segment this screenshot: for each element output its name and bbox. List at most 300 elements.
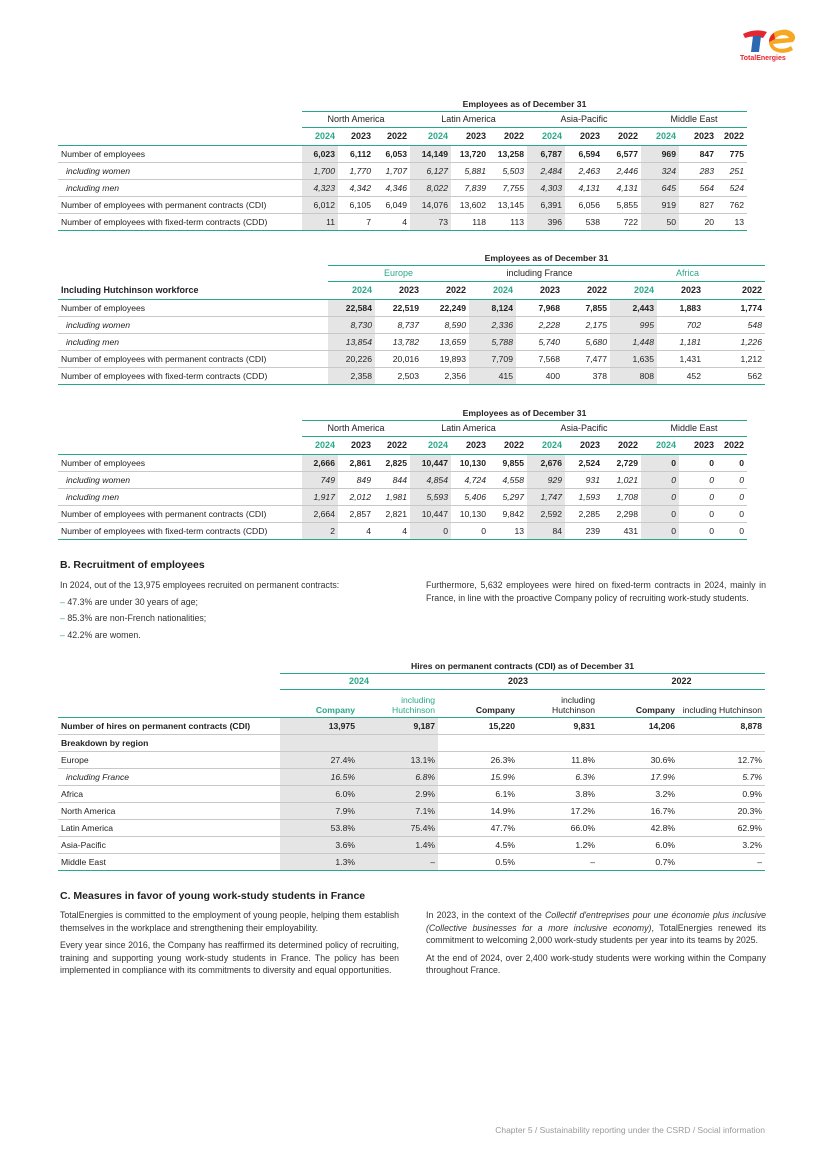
page-footer: Chapter 5 / Sustainability reporting under the CSRD / Social information — [495, 1125, 765, 1135]
table-row — [58, 768, 765, 785]
year-header: 2023 — [465, 440, 486, 450]
year-header: 2024 — [427, 131, 448, 141]
table-cell: 2,524 — [565, 454, 603, 471]
section-c-right — [426, 909, 766, 982]
table-row — [58, 751, 765, 768]
table-cell: 2,484 — [527, 162, 565, 179]
table-cell: 0 — [717, 488, 747, 505]
paragraph: At the end of 2024, over 2,400 work-study students were working within the Company throughout France. — [426, 952, 766, 976]
table-cell: 6,105 — [338, 196, 374, 213]
table-cell: 400 — [516, 367, 563, 384]
table-cell: 22,249 — [422, 299, 469, 316]
table-cell: 13,602 — [451, 196, 489, 213]
table-cell: – — [358, 853, 438, 870]
table-cell: 13,659 — [422, 333, 469, 350]
table-title: Employees as of December 31 — [302, 97, 747, 111]
section-b-intro: In 2024, out of the 13,975 employees recruited on permanent contracts: — [60, 580, 340, 590]
table-cell: 2,664 — [302, 505, 338, 522]
table-cell: 6.0% — [280, 785, 358, 802]
table-cell: 929 — [527, 471, 565, 488]
table-cell: 20 — [679, 213, 717, 230]
table-cell: 84 — [527, 522, 565, 539]
table-cell — [438, 734, 518, 751]
table-cell: 13,782 — [375, 333, 422, 350]
table-cell: 1,917 — [302, 488, 338, 505]
year-header: 2023 — [539, 285, 560, 295]
company-header: Company — [315, 704, 355, 715]
table-cell: 13 — [717, 213, 747, 230]
table-cell: 0 — [410, 522, 451, 539]
table-cell: 9,831 — [518, 717, 598, 734]
section-c-left — [60, 909, 399, 982]
table-cell: 6,391 — [527, 196, 565, 213]
year-header: 2022 — [723, 440, 744, 450]
row-label: Middle East — [58, 853, 280, 870]
table-cell: – — [678, 853, 765, 870]
year-header: 2023 — [350, 440, 371, 450]
table-cell: 2.9% — [358, 785, 438, 802]
table-cell: 2,861 — [338, 454, 374, 471]
table-cell: 415 — [469, 367, 516, 384]
table-cell: 2 — [302, 522, 338, 539]
table-cell: 562 — [704, 367, 765, 384]
row-label: Europe — [58, 751, 280, 768]
table-row — [58, 717, 765, 734]
table-cell: 13,145 — [489, 196, 527, 213]
row-label: Number of employees with fixed-term contracts (CDD) — [58, 213, 302, 230]
table-cell: 919 — [641, 196, 679, 213]
paragraph: Every year since 2016, the Company has reaffirmed its determined policy of recruiting, training and supporting young work-study students in France. The policy has been implemented in compliance with its commitments to diversity and equal opportunities. — [60, 940, 399, 976]
row-label: Number of employees — [58, 454, 302, 471]
table-cell: 0 — [641, 505, 679, 522]
year-header: 2024 — [541, 131, 562, 141]
table-cell: 1,883 — [657, 299, 704, 316]
table-cell: 14,149 — [410, 145, 451, 162]
year-header: 2024 — [427, 440, 448, 450]
year-header: 2022 — [503, 440, 524, 450]
table-cell: 1,700 — [302, 162, 338, 179]
table-cell: 6,053 — [374, 145, 410, 162]
table-cell: 0 — [717, 505, 747, 522]
table-cell: 4 — [374, 522, 410, 539]
table-cell: 2,012 — [338, 488, 374, 505]
row-label: Number of employees — [58, 145, 302, 162]
table-title: Employees as of December 31 — [302, 406, 747, 420]
table-cell: 7 — [338, 213, 374, 230]
row-label: Number of employees with fixed-term contracts (CDD) — [58, 367, 328, 384]
table-cell: 19,893 — [422, 350, 469, 367]
table-cell: 1,021 — [603, 471, 641, 488]
table-cell: 431 — [603, 522, 641, 539]
table-cell: 378 — [563, 367, 610, 384]
table-cell: 722 — [603, 213, 641, 230]
table-cell: 16.7% — [598, 802, 678, 819]
row-label: North America — [58, 802, 280, 819]
hutchinson-header: including Hutchinson — [682, 704, 762, 715]
paragraph-text: , TotalEnergies renewed its commitment to welcoming 2,000 work-study students per year into its teams by 2025. — [426, 922, 766, 946]
table-cell: 1,448 — [610, 333, 657, 350]
table-row — [58, 213, 747, 230]
table-cell: 13,854 — [328, 333, 375, 350]
row-label: including men — [58, 333, 328, 350]
region-header: Latin America — [410, 111, 527, 127]
hutchinson-header: including Hutchinson — [552, 694, 595, 715]
table-cell: 324 — [641, 162, 679, 179]
year-header: 2024 — [541, 440, 562, 450]
table-cell: 4,303 — [527, 179, 565, 196]
table-cell — [280, 734, 358, 751]
table-cell: 10,130 — [451, 505, 489, 522]
row-label: Number of employees with permanent contracts (CDI) — [58, 350, 328, 367]
row-label: including women — [58, 471, 302, 488]
table-cell: 10,447 — [410, 505, 451, 522]
table-cell: 5,297 — [489, 488, 527, 505]
table-cell: 8,730 — [328, 316, 375, 333]
row-label: Number of employees — [58, 299, 328, 316]
table-cell: 1,981 — [374, 488, 410, 505]
table-row — [58, 734, 765, 751]
table-cell: 4.5% — [438, 836, 518, 853]
table-cell: 7,855 — [563, 299, 610, 316]
table-cell: 702 — [657, 316, 704, 333]
table-cell: 13 — [489, 522, 527, 539]
table-title: Hires on permanent contracts (CDI) as of December 31 — [280, 659, 765, 673]
table-cell: 9,842 — [489, 505, 527, 522]
region-header: Africa — [610, 265, 765, 281]
table-cell: 0.9% — [678, 785, 765, 802]
table-cell: 2,503 — [375, 367, 422, 384]
table-cell: 26.3% — [438, 751, 518, 768]
table-row — [58, 333, 765, 350]
row-label: Breakdown by region — [58, 734, 280, 751]
table-cell: 2,857 — [338, 505, 374, 522]
table-cell: 6.3% — [518, 768, 598, 785]
year-header: 2024 — [655, 131, 676, 141]
year-header: 2023 — [438, 673, 598, 689]
table-cell: 6,049 — [374, 196, 410, 213]
year-header: 2024 — [492, 285, 513, 295]
table-cell: 118 — [451, 213, 489, 230]
table-cell: 2,825 — [374, 454, 410, 471]
table-cell: 827 — [679, 196, 717, 213]
region-header: North America — [302, 420, 410, 436]
hutchinson-header: including Hutchinson — [392, 694, 435, 715]
year-header: 2023 — [693, 131, 714, 141]
table-cell: 749 — [302, 471, 338, 488]
table-cell: 12.7% — [678, 751, 765, 768]
table-cell: 6,112 — [338, 145, 374, 162]
table-row — [58, 522, 747, 539]
table-cell: 1.4% — [358, 836, 438, 853]
table-cell: 113 — [489, 213, 527, 230]
logo-wordmark: TotalEnergies — [740, 55, 786, 62]
table-cell: 7,477 — [563, 350, 610, 367]
table-cell: 0 — [641, 471, 679, 488]
table-cell: 5,855 — [603, 196, 641, 213]
table-cell — [358, 734, 438, 751]
table-cell: 50 — [641, 213, 679, 230]
year-header: 2024 — [633, 285, 654, 295]
table-cell: 0.5% — [438, 853, 518, 870]
year-header: 2023 — [465, 131, 486, 141]
region-header: Middle East — [641, 420, 747, 436]
table-cell: 6.0% — [598, 836, 678, 853]
table-cell: 17.2% — [518, 802, 598, 819]
table-cell: 14.9% — [438, 802, 518, 819]
table-cell: 22,519 — [375, 299, 422, 316]
year-header: 2023 — [350, 131, 371, 141]
table-cell: 27.4% — [280, 751, 358, 768]
table-cell: 396 — [527, 213, 565, 230]
table-cell: 2,175 — [563, 316, 610, 333]
table-cell: 0 — [641, 454, 679, 471]
table-cell: 0.7% — [598, 853, 678, 870]
company-header: Company — [475, 704, 515, 715]
table-cell: 2,228 — [516, 316, 563, 333]
table-cell: 22,584 — [328, 299, 375, 316]
year-header: 2022 — [617, 131, 638, 141]
table-row — [58, 454, 747, 471]
table-cell: 11.8% — [518, 751, 598, 768]
table-row — [58, 196, 747, 213]
table-cell: 1,707 — [374, 162, 410, 179]
list-item: – 42.2% are women. — [60, 629, 405, 642]
totalenergies-logo — [737, 26, 801, 68]
year-header: 2023 — [579, 440, 600, 450]
region-header: including France — [469, 265, 610, 281]
table-cell: 6,127 — [410, 162, 451, 179]
table-cell: 548 — [704, 316, 765, 333]
region-header: Middle East — [641, 111, 747, 127]
table-cell: 4,724 — [451, 471, 489, 488]
table-cell: 15.9% — [438, 768, 518, 785]
table-cell: 2,298 — [603, 505, 641, 522]
table-row — [58, 488, 747, 505]
table-row — [58, 162, 747, 179]
row-label: including men — [58, 488, 302, 505]
table-cell: 66.0% — [518, 819, 598, 836]
row-label: including men — [58, 179, 302, 196]
table-cell: 2,821 — [374, 505, 410, 522]
year-header: 2022 — [386, 440, 407, 450]
table-cell: 62.9% — [678, 819, 765, 836]
table-cell: 0 — [717, 454, 747, 471]
section-b-bullets — [60, 596, 405, 642]
row-label: Asia-Pacific — [58, 836, 280, 853]
region-header: Europe — [328, 265, 469, 281]
table-cell: 0 — [717, 522, 747, 539]
row-label: Number of employees with fixed-term contracts (CDD) — [58, 522, 302, 539]
table-cell: 969 — [641, 145, 679, 162]
table-cell: – — [518, 853, 598, 870]
table-cell: 13,975 — [280, 717, 358, 734]
table-cell: 7,968 — [516, 299, 563, 316]
table-cell: 11 — [302, 213, 338, 230]
table-cell: 1,212 — [704, 350, 765, 367]
table-cell: 251 — [717, 162, 747, 179]
table-cell: 1,774 — [704, 299, 765, 316]
table-cell: 995 — [610, 316, 657, 333]
list-item: – 47.3% are under 30 years of age; — [60, 596, 405, 609]
list-item: – 85.3% are non-French nationalities; — [60, 612, 405, 625]
table-cell: 6,056 — [565, 196, 603, 213]
year-header: 2024 — [280, 673, 438, 689]
employees-table-1 — [58, 97, 747, 231]
table-cell: 2,356 — [422, 367, 469, 384]
row-label: Number of employees with permanent contracts (CDI) — [58, 196, 302, 213]
table-row — [58, 145, 747, 162]
table-cell: 5.7% — [678, 768, 765, 785]
table-cell: 0 — [679, 522, 717, 539]
table-cell: 5,503 — [489, 162, 527, 179]
table-cell: 13,720 — [451, 145, 489, 162]
region-header: Asia-Pacific — [527, 420, 641, 436]
table-cell: 0 — [641, 488, 679, 505]
region-header: Asia-Pacific — [527, 111, 641, 127]
year-header: 2024 — [314, 131, 335, 141]
table-cell — [678, 734, 765, 751]
table-cell: 844 — [374, 471, 410, 488]
section-b-right: Furthermore, 5,632 employees were hired on fixed-term contracts in 2024, mainly in France, in line with the proactive Company policy of recruiting work-study students. — [426, 580, 766, 603]
row-label: Latin America — [58, 819, 280, 836]
row-label: Africa — [58, 785, 280, 802]
row-label: including women — [58, 316, 328, 333]
section-b-heading: B. Recruitment of employees — [60, 559, 205, 571]
table-cell: 1,226 — [704, 333, 765, 350]
table-cell: 8,022 — [410, 179, 451, 196]
table-cell: 564 — [679, 179, 717, 196]
table-cell: 0 — [717, 471, 747, 488]
table-cell: 15,220 — [438, 717, 518, 734]
table-cell: 931 — [565, 471, 603, 488]
table-cell: 13,258 — [489, 145, 527, 162]
table-cell — [598, 734, 678, 751]
table-cell: 1,708 — [603, 488, 641, 505]
year-header: 2022 — [598, 673, 765, 689]
table-cell: 6,787 — [527, 145, 565, 162]
table-row — [58, 505, 747, 522]
table-title: Employees as of December 31 — [328, 251, 765, 265]
table-cell: 20,226 — [328, 350, 375, 367]
year-header: 2022 — [723, 131, 744, 141]
table-cell: 17.9% — [598, 768, 678, 785]
paragraph: TotalEnergies is committed to the employment of young people, helping them establish themselves in the workplace and strengthening their employability. — [60, 910, 399, 933]
table-cell: 1,747 — [527, 488, 565, 505]
table-cell: 30.6% — [598, 751, 678, 768]
table-cell: 4 — [374, 213, 410, 230]
year-header: 2023 — [398, 285, 419, 295]
table-cell: 5,680 — [563, 333, 610, 350]
section-c-heading: C. Measures in favor of young work-study students in France — [60, 890, 366, 902]
table-cell: 2,285 — [565, 505, 603, 522]
year-header: 2022 — [586, 285, 607, 295]
table-row — [58, 179, 747, 196]
year-header: 2023 — [693, 440, 714, 450]
table-cell: 47.7% — [438, 819, 518, 836]
year-header: 2024 — [351, 285, 372, 295]
table-cell: 7,709 — [469, 350, 516, 367]
row-label: Number of hires on permanent contracts (CDI) — [58, 717, 280, 734]
row-label: including France — [58, 768, 280, 785]
table-cell: 4,323 — [302, 179, 338, 196]
hires-table — [58, 659, 765, 871]
table-cell: 0 — [679, 505, 717, 522]
year-header: 2022 — [617, 440, 638, 450]
table-cell: 10,130 — [451, 454, 489, 471]
table-cell: 2,592 — [527, 505, 565, 522]
table-cell: 5,593 — [410, 488, 451, 505]
table-cell: 73 — [410, 213, 451, 230]
logo-mark-icon — [741, 26, 799, 54]
table-cell: 8,737 — [375, 316, 422, 333]
table-cell: 5,881 — [451, 162, 489, 179]
table-cell: 20.3% — [678, 802, 765, 819]
table-cell: 1,770 — [338, 162, 374, 179]
table-cell: 13.1% — [358, 751, 438, 768]
table-cell: 2,676 — [527, 454, 565, 471]
year-header: 2024 — [314, 440, 335, 450]
table-cell: 5,788 — [469, 333, 516, 350]
table-cell: 1,593 — [565, 488, 603, 505]
company-header: Company — [635, 704, 675, 715]
table-cell: 645 — [641, 179, 679, 196]
table-cell: 6.8% — [358, 768, 438, 785]
table-cell: 9,855 — [489, 454, 527, 471]
table-cell: 10,447 — [410, 454, 451, 471]
table-row — [58, 802, 765, 819]
region-header: Latin America — [410, 420, 527, 436]
table-cell: 0 — [679, 471, 717, 488]
section-b-left — [60, 579, 405, 641]
table-cell: 6.1% — [438, 785, 518, 802]
table-row — [58, 785, 765, 802]
table-cell: 2,443 — [610, 299, 657, 316]
table-cell: 7,755 — [489, 179, 527, 196]
table-cell: 42.8% — [598, 819, 678, 836]
table-cell: 6,577 — [603, 145, 641, 162]
table-heading: Including Hutchinson workforce — [61, 284, 199, 295]
table-cell: 7.1% — [358, 802, 438, 819]
table-cell: 7.9% — [280, 802, 358, 819]
table-cell: 538 — [565, 213, 603, 230]
table-cell: 762 — [717, 196, 747, 213]
table-cell: 3.2% — [678, 836, 765, 853]
year-header: 2022 — [503, 131, 524, 141]
year-header: 2022 — [741, 285, 762, 295]
paragraph-text: In 2023, in the context of the — [426, 910, 545, 920]
year-header: 2022 — [386, 131, 407, 141]
table-cell: 6,023 — [302, 145, 338, 162]
table-cell: 5,406 — [451, 488, 489, 505]
row-label: including women — [58, 162, 302, 179]
table-row — [58, 350, 765, 367]
table-cell: 2,666 — [302, 454, 338, 471]
table-cell: 1.2% — [518, 836, 598, 853]
table-cell: 0 — [679, 488, 717, 505]
table-cell: 849 — [338, 471, 374, 488]
table-cell: 1,431 — [657, 350, 704, 367]
table-cell: 6,012 — [302, 196, 338, 213]
table-cell: 524 — [717, 179, 747, 196]
table-cell: 239 — [565, 522, 603, 539]
table-cell: 9,187 — [358, 717, 438, 734]
year-header: 2023 — [680, 285, 701, 295]
table-cell: 775 — [717, 145, 747, 162]
table-cell: 1,635 — [610, 350, 657, 367]
table-cell: 452 — [657, 367, 704, 384]
table-cell — [518, 734, 598, 751]
table-cell: 4,346 — [374, 179, 410, 196]
